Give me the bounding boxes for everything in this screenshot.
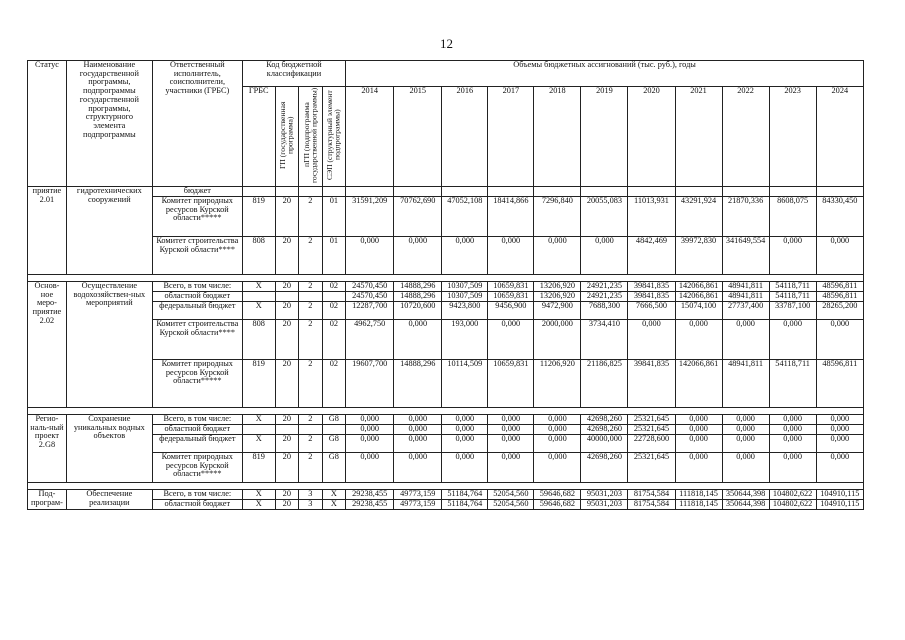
row-value: 104910,115 [816,490,863,500]
row-value: 0,000 [488,453,534,483]
row-value: 13206,920 [534,282,581,292]
row-status: приятие 2.01 [28,187,67,275]
row-code-pgp: 2 [299,360,323,408]
row-value: 0,000 [394,415,442,425]
row-value: 341649,554 [722,237,769,275]
row-value [628,187,675,197]
row-value: 0,000 [675,415,722,425]
row-value: 14888,296 [394,282,442,292]
row-value: 0,000 [722,320,769,360]
row-value: 0,000 [769,425,816,435]
row-status: Под-програм- [28,490,67,510]
header-volumes-group: Объемы бюджетных ассигнований (тыс. руб.), годы [346,61,864,87]
table-row [28,500,864,510]
row-code-sep [322,292,346,302]
row-value: 0,000 [442,435,488,453]
row-code-sep: 02 [322,320,346,360]
row-code-sep: G8 [322,453,346,483]
row-program-name: Осуществление водохозяйствен-ных мероприятий [66,282,152,408]
row-code-pgp: 3 [299,500,323,510]
header-year: 2022 [722,87,769,187]
row-code-pgp: 2 [299,453,323,483]
row-code-gp: 20 [275,360,299,408]
row-value: 104802,622 [769,490,816,500]
row-value [488,187,534,197]
row-value: 51184,764 [442,500,488,510]
header-year: 2020 [628,87,675,187]
row-value [722,187,769,197]
row-code-pgp: 2 [299,302,323,320]
row-status: Основ-ное меро-приятие 2.02 [28,282,67,408]
row-value: 0,000 [769,320,816,360]
row-code-pgp: 3 [299,490,323,500]
row-code-pgp: 2 [299,320,323,360]
row-value: 39841,835 [628,360,675,408]
header-gp: ГП (государственная программа) [275,87,299,187]
row-value: 0,000 [488,425,534,435]
group-spacer [28,408,864,415]
row-value: 0,000 [394,237,442,275]
row-status: Регио-наль-ный проект 2.G8 [28,415,67,483]
row-value: 0,000 [488,435,534,453]
row-executor: Всего, в том числе: [152,282,242,292]
row-code-grbs: 808 [242,320,275,360]
row-code-gp: 20 [275,415,299,425]
row-value: 52054,560 [488,500,534,510]
row-code-gp: 20 [275,453,299,483]
row-value: 3734,410 [581,320,628,360]
row-value: 7688,300 [581,302,628,320]
row-code-grbs [242,425,275,435]
row-executor: бюджет [152,187,242,197]
row-value: 7296,840 [534,197,581,237]
row-value: 11013,931 [628,197,675,237]
row-value: 10114,509 [442,360,488,408]
row-code-gp [275,425,299,435]
row-code-sep: 02 [322,302,346,320]
row-value: 12287,700 [346,302,394,320]
row-value: 10307,509 [442,282,488,292]
header-sep: СЭП (структурный элемент подпрограммы) [322,87,346,187]
row-value: 10659,831 [488,282,534,292]
row-value: 24570,450 [346,282,394,292]
row-value: 14888,296 [394,360,442,408]
row-value: 9472,900 [534,302,581,320]
header-year: 2019 [581,87,628,187]
header-year: 2016 [442,87,488,187]
row-value: 4842,469 [628,237,675,275]
row-value: 54118,711 [769,282,816,292]
header-name: Наименование государственной программы, подпрограммы государственной программы, структурного элемента подпрограммы [66,61,152,187]
row-value [534,187,581,197]
row-code-gp: 20 [275,500,299,510]
row-value: 0,000 [675,453,722,483]
row-value: 0,000 [534,415,581,425]
group-spacer-cell [28,483,864,490]
row-program-name: гидротехнических сооружений [66,187,152,275]
row-value [394,187,442,197]
row-value: 0,000 [722,435,769,453]
row-code-grbs: X [242,435,275,453]
row-value: 24921,235 [581,282,628,292]
row-value: 81754,584 [628,490,675,500]
row-value: 10720,600 [394,302,442,320]
row-value: 0,000 [722,453,769,483]
row-value: 0,000 [769,237,816,275]
row-executor: Комитет природных ресурсов Курской области***** [152,197,242,237]
row-value: 42698,260 [581,425,628,435]
table-row [28,187,864,197]
row-executor: областной бюджет [152,500,242,510]
row-value: 0,000 [534,237,581,275]
row-value [769,187,816,197]
row-value: 0,000 [722,425,769,435]
row-code-sep: X [322,500,346,510]
header-status: Статус [28,61,67,187]
row-value: 95031,203 [581,490,628,500]
row-executor: Комитет строительства Курской области**** [152,320,242,360]
row-value: 0,000 [488,320,534,360]
row-value: 81754,584 [628,500,675,510]
row-value: 24570,450 [346,292,394,302]
row-value: 111818,145 [675,490,722,500]
row-value: 104802,622 [769,500,816,510]
row-code-gp: 20 [275,237,299,275]
row-value: 39972,830 [675,237,722,275]
header-year: 2018 [534,87,581,187]
row-executor: Всего, в том числе: [152,490,242,500]
row-value: 0,000 [394,425,442,435]
row-code-sep: 02 [322,282,346,292]
row-code-grbs: X [242,490,275,500]
row-value: 24921,235 [581,292,628,302]
row-code-grbs: 819 [242,453,275,483]
row-value: 48596,811 [816,292,863,302]
row-value: 7666,500 [628,302,675,320]
row-code-gp: 20 [275,197,299,237]
row-value: 0,000 [816,425,863,435]
row-value [581,187,628,197]
row-value: 21186,825 [581,360,628,408]
row-value: 0,000 [675,425,722,435]
table-row [28,453,864,483]
row-executor: областной бюджет [152,292,242,302]
row-value: 9456,900 [488,302,534,320]
row-code-pgp [299,187,323,197]
row-value: 33787,100 [769,302,816,320]
row-executor: областной бюджет [152,425,242,435]
table-row [28,197,864,237]
row-value: 19607,700 [346,360,394,408]
row-value: 42698,260 [581,453,628,483]
row-value: 0,000 [394,435,442,453]
row-value: 0,000 [346,453,394,483]
row-value [442,187,488,197]
row-value: 25321,645 [628,415,675,425]
row-value: 142066,861 [675,282,722,292]
row-value: 0,000 [581,237,628,275]
row-value [816,187,863,197]
group-spacer-cell [28,408,864,415]
group-spacer [28,483,864,490]
row-code-gp: 20 [275,302,299,320]
row-code-grbs: X [242,415,275,425]
row-value [675,187,722,197]
table-row [28,435,864,453]
row-code-pgp: 2 [299,237,323,275]
row-value: 10307,509 [442,292,488,302]
row-code-pgp [299,292,323,302]
row-value: 51184,764 [442,490,488,500]
row-value: 14888,296 [394,292,442,302]
budget-allocation-table [27,60,864,510]
group-spacer-cell [28,275,864,282]
row-value: 48941,811 [722,292,769,302]
row-code-sep: X [322,490,346,500]
header-pgp: пГП (подпрограмма государственной программы) [299,87,323,187]
table-row [28,415,864,425]
row-value: 0,000 [816,435,863,453]
header-year: 2024 [816,87,863,187]
row-value: 0,000 [394,320,442,360]
table-row [28,282,864,292]
row-value: 59646,682 [534,500,581,510]
page-number: 12 [440,36,453,51]
row-value: 0,000 [394,453,442,483]
row-code-sep: 02 [322,360,346,408]
header-code-group: Код бюджетной классификации [242,61,345,87]
row-code-grbs: X [242,302,275,320]
row-code-grbs: 808 [242,237,275,275]
row-value: 350644,398 [722,500,769,510]
header-year: 2021 [675,87,722,187]
row-value: 39841,835 [628,282,675,292]
row-value: 0,000 [816,453,863,483]
row-value: 2000,000 [534,320,581,360]
table-row [28,360,864,408]
row-program-name: Сохранение уникальных водных объектов [66,415,152,483]
row-value: 15074,100 [675,302,722,320]
row-value: 193,000 [442,320,488,360]
table-body [28,187,864,510]
row-value: 0,000 [722,415,769,425]
row-code-sep: G8 [322,435,346,453]
row-value: 10659,831 [488,360,534,408]
row-code-pgp: 2 [299,197,323,237]
row-value: 28265,200 [816,302,863,320]
row-value: 8608,075 [769,197,816,237]
row-value: 43291,924 [675,197,722,237]
row-value: 52054,560 [488,490,534,500]
row-executor: Комитет строительства Курской области**** [152,237,242,275]
row-value: 0,000 [488,415,534,425]
row-value: 25321,645 [628,425,675,435]
row-code-grbs [242,292,275,302]
row-code-gp: 20 [275,490,299,500]
row-value: 59646,682 [534,490,581,500]
row-value: 0,000 [346,435,394,453]
row-value: 104910,115 [816,500,863,510]
row-value: 11206,920 [534,360,581,408]
row-executor: Комитет природных ресурсов Курской области***** [152,360,242,408]
row-code-pgp: 2 [299,415,323,425]
group-spacer [28,275,864,282]
row-value: 48941,811 [722,282,769,292]
row-value: 4962,750 [346,320,394,360]
row-code-gp: 20 [275,435,299,453]
row-code-gp [275,187,299,197]
row-value: 29238,455 [346,490,394,500]
row-code-sep [322,187,346,197]
row-code-grbs: X [242,500,275,510]
row-code-pgp: 2 [299,435,323,453]
row-value: 142066,861 [675,360,722,408]
row-value: 0,000 [816,415,863,425]
row-value: 350644,398 [722,490,769,500]
table-row [28,490,864,500]
row-value: 29238,455 [346,500,394,510]
header-year: 2014 [346,87,394,187]
row-value: 0,000 [816,320,863,360]
row-value: 0,000 [769,435,816,453]
row-value: 49773,159 [394,490,442,500]
row-value: 40000,000 [581,435,628,453]
row-value: 21870,336 [722,197,769,237]
table-row [28,320,864,360]
row-value: 84330,450 [816,197,863,237]
row-value: 22728,600 [628,435,675,453]
row-value: 49773,159 [394,500,442,510]
row-value: 0,000 [442,425,488,435]
row-code-pgp [299,425,323,435]
row-code-grbs: X [242,282,275,292]
header-grbs: ГРБС [242,87,275,187]
table-row [28,425,864,435]
row-code-gp: 20 [275,320,299,360]
row-value: 0,000 [442,415,488,425]
row-executor: федеральный бюджет [152,302,242,320]
row-value: 0,000 [628,320,675,360]
row-value: 0,000 [769,453,816,483]
row-code-gp [275,292,299,302]
row-value: 0,000 [488,237,534,275]
row-code-grbs: 819 [242,197,275,237]
row-executor: Всего, в том числе: [152,415,242,425]
row-value: 48941,811 [722,360,769,408]
row-value: 9423,800 [442,302,488,320]
header-year: 2023 [769,87,816,187]
row-value: 111818,145 [675,500,722,510]
row-value: 0,000 [346,237,394,275]
row-code-gp: 20 [275,282,299,292]
row-code-pgp: 2 [299,282,323,292]
row-value: 95031,203 [581,500,628,510]
row-value: 48596,811 [816,360,863,408]
table-row [28,292,864,302]
row-executor: федеральный бюджет [152,435,242,453]
row-code-sep [322,425,346,435]
row-value: 0,000 [346,415,394,425]
header-year: 2015 [394,87,442,187]
row-value: 20055,083 [581,197,628,237]
row-code-sep: 01 [322,237,346,275]
row-value: 31591,209 [346,197,394,237]
row-value: 70762,690 [394,197,442,237]
row-value: 0,000 [675,320,722,360]
row-value: 0,000 [346,425,394,435]
row-value: 10659,831 [488,292,534,302]
row-value: 0,000 [769,415,816,425]
row-value: 25321,645 [628,453,675,483]
row-value: 48596,811 [816,282,863,292]
row-program-name: Обеспечение реализации [66,490,152,510]
row-value: 0,000 [534,435,581,453]
header-executor: Ответственный исполнитель, соисполнители, участники (ГРБС) [152,61,242,187]
row-value: 42698,260 [581,415,628,425]
row-value: 27737,400 [722,302,769,320]
row-value: 39841,835 [628,292,675,302]
table-row [28,302,864,320]
table-row [28,237,864,275]
row-value: 142066,861 [675,292,722,302]
row-value: 0,000 [534,453,581,483]
row-value: 0,000 [442,237,488,275]
row-value: 0,000 [534,425,581,435]
row-value: 0,000 [442,453,488,483]
row-code-grbs [242,187,275,197]
row-value: 0,000 [816,237,863,275]
row-executor: Комитет природных ресурсов Курской области***** [152,453,242,483]
row-code-sep: 01 [322,197,346,237]
row-value: 13206,920 [534,292,581,302]
row-value [346,187,394,197]
row-value: 0,000 [675,435,722,453]
row-code-grbs: 819 [242,360,275,408]
row-value: 54118,711 [769,292,816,302]
row-value: 18414,866 [488,197,534,237]
row-value: 54118,711 [769,360,816,408]
header-year: 2017 [488,87,534,187]
row-value: 47052,108 [442,197,488,237]
row-code-sep: G8 [322,415,346,425]
